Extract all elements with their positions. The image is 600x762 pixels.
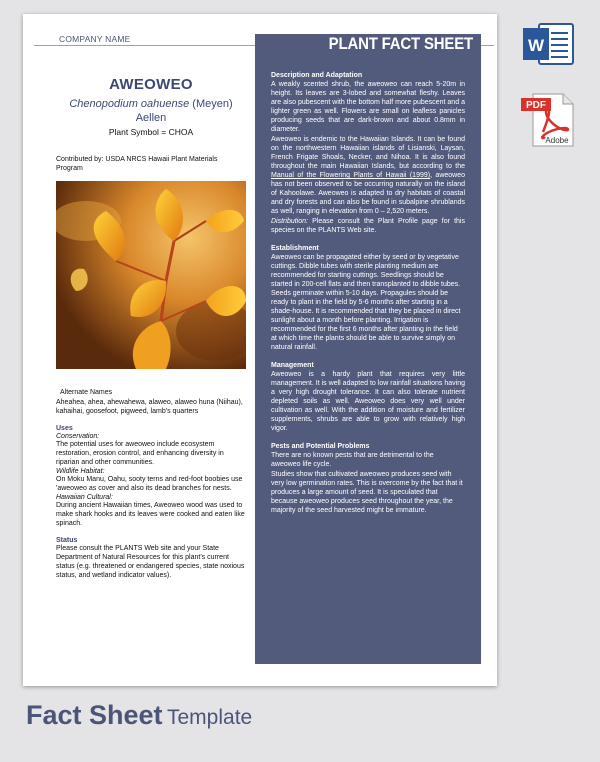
distribution-label: Distribution: (271, 218, 308, 225)
scientific-name-authority: (Meyen) (192, 98, 233, 110)
status-text: Please consult the PLANTS Web site and your State Department of Natural Resources for this plant's current status (e.g. threatened or endangered species, state noxious status, and wetland indicator values). (56, 545, 245, 579)
pests-p1: There are no known pests that are detrimental to the aweoweo life cycle. (271, 452, 434, 468)
company-name: COMPANY NAME (59, 34, 131, 44)
word-icon-letter: W (527, 36, 545, 55)
pdf-document-icon[interactable] (519, 92, 577, 148)
management-heading: Management (271, 362, 314, 369)
description-p1: A weakly scented shrub, the aweoweo can reach 5-20m in height. Its leaves are 3-lobed and somewhat fleshy. Leaves are also pubescent with the bottom half more pubescent and a lighter green as well. Flowers are small on leafless panicles producing seeds that are dark-brown and about 0.8mm in diameter. (271, 81, 465, 133)
plant-symbol: Plant Symbol = CHOA (108, 127, 194, 137)
wildlife-text: On Moku Manu, Oahu, sooty terns and red-foot boobies use 'aweoweo as cover and also its dead branches for nests. (56, 476, 243, 492)
footer-title (26, 700, 252, 731)
plant-fact-sheet-banner: PLANT FACT SHEET (328, 34, 473, 53)
contributor-line: Contributed by: USDA NRCS Hawaii Plant Materials Program (56, 156, 218, 172)
description-p2-a: Aweoweo is endemic to the Hawaiian Islands. It can be found on the northwestern Hawaiian islands of Lisianski, Laysan, French Frigate Shoals, Necker, and Nihoa. It is also found throughout the main Hawaiian Islands, but according to the (271, 136, 465, 170)
manual-link[interactable]: Manual of the Flowering Plants of Hawaii (1999) (271, 172, 431, 179)
fact-sheet-page (23, 14, 497, 686)
left-column (56, 74, 246, 580)
pests-p2: Studies show that cultivated aweoweo produces seed with very low germination rates. This is overcome by the fact that it produces a large amount of seed. It is speculated that because aweoweo produces seed throughout the year, the majority of the seed harvested might be immature. (271, 471, 463, 514)
right-column-panel (255, 34, 481, 664)
footer-title-light: Template (167, 706, 253, 729)
wildlife-label: Wildlife Habitat: (56, 468, 105, 475)
alternate-names-text: Aheahea, ahea, ahewahewa, alaweo, alaweo huna (Niihau), kahaihai, goosefoot, pigweed, lamb's quarters (56, 399, 243, 415)
word-document-icon[interactable] (521, 22, 575, 66)
footer-title-bold: Fact Sheet (26, 700, 163, 730)
scientific-name-authority-2: Aellen (135, 112, 167, 124)
scientific-name-species: Chenopodium oahuense (69, 98, 190, 110)
management-text: Aweoweo is a hardy plant that requires very little management. It is well adapted to low rainfall situations having a very high drought tolerance. It can also tolerate nutrient depleted soils as well. Aweoweo does very well under cultivation as well. With the addition of moisture and fertilizer supplements, shrubs are able to grow with relatively high vigor. (271, 371, 465, 432)
establishment-heading: Establishment (271, 245, 319, 252)
description-heading: Description and Adaptation (271, 72, 363, 79)
description-p2-b: , aweoweo has not been observed to be occurring naturally on the island of Kahoolawe. Aweoweo is adapted to dry habitats of coastal and dry forests and can also be found in subalpine shrublands as well, ranging in elevation from 0 – 2,520 meters. (271, 172, 465, 215)
status-heading: Status (56, 537, 78, 544)
pdf-icon-label: PDF (526, 100, 546, 111)
adobe-label: Adobe (545, 136, 569, 145)
distribution-body: Please consult the Plant Profile page for this species on the PLANTS Web site. (271, 218, 465, 234)
cultural-text: During ancient Hawaiian times, Aweoweo wood was used to make shark hooks and its leaves were cooked and eaten like spinach. (56, 502, 245, 527)
conservation-label: Conservation: (56, 433, 100, 440)
conservation-text: The potential uses for aweoweo include ecosystem restoration, erosion control, and enhancing diversity in riparian and other communities. (56, 441, 224, 466)
plant-photo (56, 181, 246, 369)
plant-common-name: AWEOWEO (109, 76, 193, 93)
alternate-names-heading: Alternate Names (60, 389, 113, 396)
distribution-text (271, 217, 465, 235)
description-p2 (271, 135, 465, 216)
scientific-name (56, 97, 246, 125)
establishment-text: Aweoweo can be propagated either by seed or by vegetative cuttings. Dibble tubes with sterile planting medium are recommended for starting cuttings. Seedlings should be started in 200-cell flats and then transplanted to dibble tubes. Seeds germinate within 5-10 days. Propagules should be ready to plant in the field by 5-6 months after starting in a shade-house. It is recommended that they be placed in direct sunlight about a month before planting. Irrigation is recommended for the first 6 months after planting in the field at which time the plants should be able to survive simply on natural rainfall. (271, 254, 461, 351)
uses-heading: Uses (56, 425, 73, 432)
pests-heading: Pests and Potential Problems (271, 443, 370, 450)
cultural-label: Hawaiian Cultural: (56, 494, 113, 501)
right-column-content (271, 72, 465, 515)
